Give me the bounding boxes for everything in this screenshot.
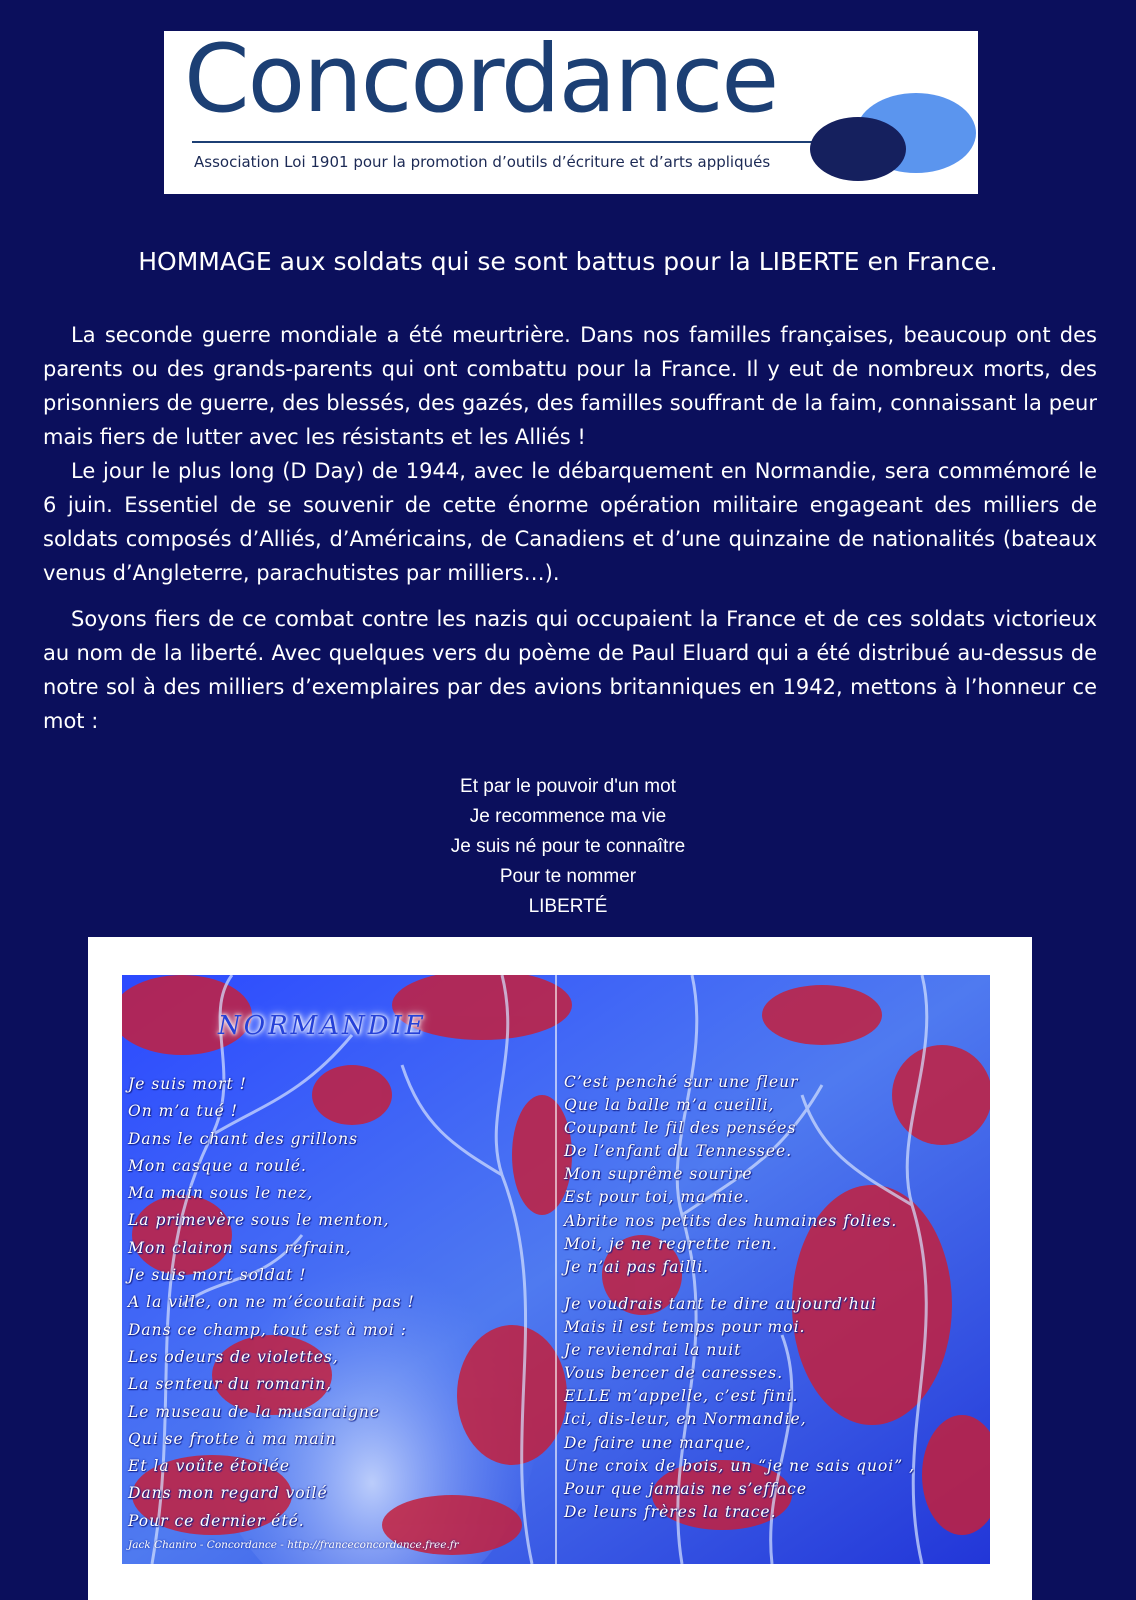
poem-line: Dans ce champ, tout est à moi : xyxy=(128,1320,407,1339)
logo-tagline: Association Loi 1901 pour la promotion d’outils d’écriture et d’arts appliqués xyxy=(194,153,771,171)
poem-line: Je voudrais tant te dire aujourd’hui xyxy=(564,1295,877,1313)
poem-line: La senteur du romarin, xyxy=(128,1375,333,1394)
poem-title: NORMANDIE xyxy=(218,1011,427,1041)
poem-right-stanza-2 xyxy=(564,1293,915,1524)
poem-line: Moi, je ne regrette rien. xyxy=(564,1234,779,1253)
poem-line: Ma main sous le nez, xyxy=(128,1184,314,1203)
verse-line: Je suis né pour te connaître xyxy=(450,836,686,857)
poem-line: Ici, dis-leur, en Normandie, xyxy=(564,1410,807,1429)
poem-line: Le museau de la musaraigne xyxy=(128,1402,381,1421)
logo-wordmark: Concordance xyxy=(184,25,778,134)
poem-image-frame xyxy=(88,937,1032,1600)
poem-line: Les odeurs de violettes, xyxy=(128,1347,339,1366)
paragraph-3: Soyons fiers de ce combat contre les nazis qui occupaient la France et de ces soldats victorieux au nom de la liberté. Avec quelques vers du poème de Paul Eluard qui a été distribué au-dessus de notre sol à des milliers d’exemplaires par des avions britanniques en 1942, mettons à l’honneur ce mot : xyxy=(43,607,1097,733)
poem-line: Mon clairon sans refrain, xyxy=(128,1238,352,1257)
poem-line: Je reviendrai la nuit xyxy=(564,1341,742,1360)
verse-line: Je recommence ma vie xyxy=(469,806,667,827)
page-title: HOMMAGE aux soldats qui se sont battus pour la LIBERTE en France. xyxy=(138,247,998,276)
poem-line: Abrite nos petits des humaines folies. xyxy=(564,1211,898,1230)
paragraph-2: Le jour le plus long (D Day) de 1944, avec le débarquement en Normandie, sera commémoré le 6 juin. Essentiel de se souvenir de cette énorme opération militaire engageant des milliers de soldats composés d’Alliés, d’Américains, de Canadiens et d’une quinzaine de nationalités (bateaux venus d’Angleterre, parachutistes par milliers…). xyxy=(43,459,1097,585)
poem-line: C’est penché sur une fleur xyxy=(564,1073,799,1091)
poem-line: Une croix de bois, un “je ne sais quoi” , xyxy=(564,1456,916,1475)
poem-line: Et la voûte étoilée xyxy=(128,1457,290,1476)
verse-line: Pour te nommer xyxy=(499,866,637,887)
poem-credit: Jack Chaniro - Concordance - http://franceconcordance.free.fr xyxy=(128,1539,459,1551)
paragraph-1: La seconde guerre mondiale a été meurtrière. Dans nos familles françaises, beaucoup ont des parents ou des grands-parents qui ont combattu pour la France. Il y eut de nombreux morts, des prisonniers de guerre, des blessés, des gazés, des familles souffrant de la faim, connaissant la peur mais fiers de lutter avec les résistants et les Alliés ! xyxy=(43,323,1097,449)
poem-image xyxy=(122,975,990,1564)
poem-line: Coupant le fil des pensées xyxy=(564,1119,797,1138)
poem-line: Qui se frotte à ma main xyxy=(128,1429,337,1448)
poem-line: De l’enfant du Tennessee. xyxy=(564,1142,793,1161)
poem-line: Dans le chant des grillons xyxy=(128,1129,359,1148)
eluard-verse xyxy=(0,772,1136,922)
poem-line: De faire une marque, xyxy=(564,1433,752,1452)
logo-circles-icon xyxy=(796,91,976,191)
poem-line: On m’a tué ! xyxy=(128,1102,238,1121)
poem-line: De leurs frères la trace. xyxy=(564,1502,777,1521)
poem-left-column xyxy=(128,1071,415,1535)
logo-card xyxy=(164,25,978,194)
poem-line: Mon casque a roulé. xyxy=(128,1156,307,1175)
poem-line: ELLE m’appelle, c’est fini. xyxy=(564,1387,799,1406)
poem-line: Pour que jamais ne s’efface xyxy=(564,1479,807,1498)
poem-line: La primevère sous le menton, xyxy=(128,1211,390,1230)
poem-line: Dans mon regard voilé xyxy=(128,1484,328,1503)
poem-line: A la ville, on ne m’écoutait pas ! xyxy=(128,1293,415,1312)
poem-line: Mais il est temps pour moi. xyxy=(564,1318,806,1337)
poem-line: Je n’ai pas failli. xyxy=(564,1257,710,1276)
article-body xyxy=(43,318,1097,738)
verse-line: LIBERTÉ xyxy=(528,896,608,917)
poem-line: Vous bercer de caresses. xyxy=(564,1364,784,1383)
poem-right-stanza-1 xyxy=(564,1071,897,1279)
verse-line: Et par le pouvoir d'un mot xyxy=(460,776,676,797)
poem-line: Mon suprême sourire xyxy=(564,1165,753,1184)
poem-line: Je suis mort soldat ! xyxy=(128,1266,307,1285)
poem-line: Est pour toi, ma mie. xyxy=(564,1188,750,1207)
poem-line: Je suis mort ! xyxy=(128,1075,247,1093)
poem-line: Pour ce dernier été. xyxy=(128,1511,305,1530)
poem-line: Que la balle m’a cueilli, xyxy=(564,1096,775,1115)
